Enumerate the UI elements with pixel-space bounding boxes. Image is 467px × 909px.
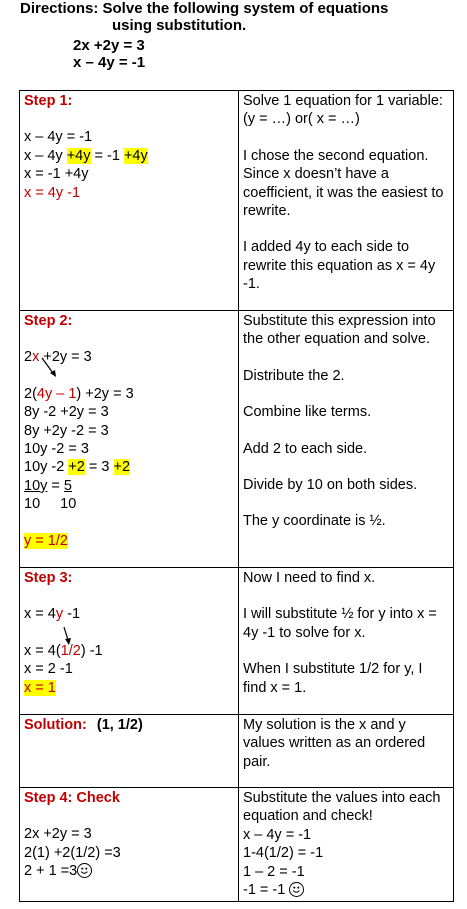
step3-expl2: I will substitute ½ for y into x = 4y -1 to solve for x. [243, 606, 437, 641]
step3-row [20, 568, 454, 715]
step4-work [20, 788, 239, 902]
step3-expl3: When I substitute 1/2 for y, I find x = 1. [243, 661, 423, 696]
solution-expl1: My solution is the x and y values written as an ordered pair. [243, 717, 426, 770]
step1-line2-c: = -1 [90, 147, 124, 164]
step2-heading: Step 2: [24, 313, 73, 329]
step2-work [20, 311, 239, 568]
step2-expl3: Combine like terms. [243, 404, 372, 421]
step3-line1-c: -1 [63, 606, 81, 623]
step1-heading: Step 1: [24, 93, 73, 109]
step2-line6-add2: +2 [113, 459, 131, 476]
smiley-icon [77, 863, 92, 878]
step3-line2-c: ) -1 [80, 642, 103, 659]
solution-heading: Solution: [24, 717, 87, 733]
step2-denominator-right: 10 [60, 496, 77, 513]
step1-expl3: I added 4y to each side to rewrite this equation as x = 4y -1. [243, 239, 436, 293]
step2-line8 [24, 495, 234, 513]
step1-line2-a: x – 4y [24, 147, 67, 164]
system-equation-1: 2x +2y = 3 [73, 37, 145, 54]
system-equation-2: x – 4y = -1 [73, 54, 146, 71]
step1-line3: x = -1 +4y [24, 166, 89, 183]
step1-explanation [239, 91, 454, 311]
directions-line2: using substitution. [112, 17, 247, 34]
step2-line3: 8y -2 +2y = 3 [24, 404, 109, 421]
steps-table [19, 90, 454, 902]
step2-line2-sub: 4y – 1 [36, 385, 77, 402]
step2-expl2: Distribute the 2. [243, 367, 345, 384]
step2-line2-c: ) +2y = 3 [76, 385, 134, 402]
solution-row [20, 715, 454, 788]
step2-expl6: The y coordinate is ½. [243, 513, 386, 530]
step3-expl1: Now I need to find x. [243, 570, 376, 586]
step1-line2-add2: +4y [123, 147, 148, 164]
step3-work [20, 568, 239, 715]
step1-work [20, 91, 239, 311]
step3-line4 [24, 679, 234, 697]
step3-line2-sub: 1/2 [60, 642, 81, 659]
step3-result: x = 1 [24, 679, 56, 696]
step4-line1: 2x +2y = 3 [24, 826, 92, 843]
step2-equals: = [47, 477, 64, 494]
step3-line1 [24, 605, 234, 623]
step3-explanation [239, 568, 454, 715]
step2-line9 [24, 532, 234, 550]
solution-value: (1, 1/2) [96, 717, 143, 733]
substitution-arrow-icon [40, 357, 60, 379]
step4-heading: Step 4: Check [24, 790, 120, 806]
solution-explanation [239, 715, 454, 788]
step2-line6-c: = 3 [84, 459, 114, 476]
step1-line2-add: +4y [66, 147, 91, 164]
step2-numerator-left: 10y [24, 477, 48, 494]
step4-line2: 2(1) +2(1/2) =3 [24, 844, 121, 861]
step1-row [20, 91, 454, 311]
step2-denominator-left: 10 [24, 496, 41, 513]
step2-expl1: Substitute this expression into the other equation and solve. [243, 313, 436, 348]
step3-line2 [24, 642, 234, 660]
step3-line2-a: x = 4( [24, 642, 61, 659]
step2-line6-a: 10y -2 [24, 459, 69, 476]
step2-explanation [239, 311, 454, 568]
step2-line1-c: +2y = 3 [39, 349, 92, 366]
step2-line2-a: 2( [24, 385, 37, 402]
step2-line1-a: 2 [24, 349, 33, 366]
step1-line1: x – 4y = -1 [24, 129, 93, 146]
step3-line1-a: x = 4 [24, 606, 56, 623]
step3-line1-y: y [55, 606, 64, 623]
step4-expl5-text: -1 = -1 [243, 882, 286, 899]
step4-expl2: x – 4y = -1 [243, 826, 312, 843]
step4-expl1: Substitute the values into each equation and check! [243, 790, 441, 825]
step1-line4: x = 4y -1 [24, 184, 81, 201]
step1-expl1: Solve 1 equation for 1 variable: (y = …) or( x = …) [243, 93, 443, 128]
step2-line7 [24, 477, 234, 495]
step2-result: y = 1/2 [24, 532, 68, 549]
step2-line1-x: x [32, 349, 40, 366]
substitution-arrow-icon [60, 626, 74, 646]
step2-line6-add: +2 [68, 459, 85, 476]
step4-expl5 [243, 881, 449, 899]
step4-expl3: 1-4(1/2) = -1 [243, 845, 324, 862]
step1-expl2: I chose the second equation. Since x doesn’t have a coefficient, it was the easiest to rewrite. [243, 147, 444, 220]
step3-line3: x = 2 -1 [24, 661, 73, 678]
step2-expl5: Divide by 10 on both sides. [243, 477, 418, 494]
step2-expl4: Add 2 to each side. [243, 440, 368, 457]
step4-expl4: 1 – 2 = -1 [243, 863, 305, 880]
step2-line5: 10y -2 = 3 [24, 441, 89, 458]
smiley-icon [289, 882, 304, 897]
step2-line4: 8y +2y -2 = 3 [24, 422, 109, 439]
directions [20, 0, 388, 34]
step3-heading: Step 3: [24, 570, 73, 586]
step4-line3 [24, 862, 234, 880]
solution-cell [20, 715, 239, 788]
directions-line1: Directions: Solve the following system of equations [20, 0, 389, 17]
step4-row [20, 788, 454, 902]
step4-line3-text: 2 + 1 =3 [24, 863, 78, 880]
step2-line2 [24, 385, 234, 403]
step4-explanation [239, 788, 454, 902]
step2-numerator-right: 5 [63, 477, 72, 494]
step1-line2 [24, 147, 234, 165]
step2-row [20, 311, 454, 568]
step2-line6 [24, 458, 234, 476]
